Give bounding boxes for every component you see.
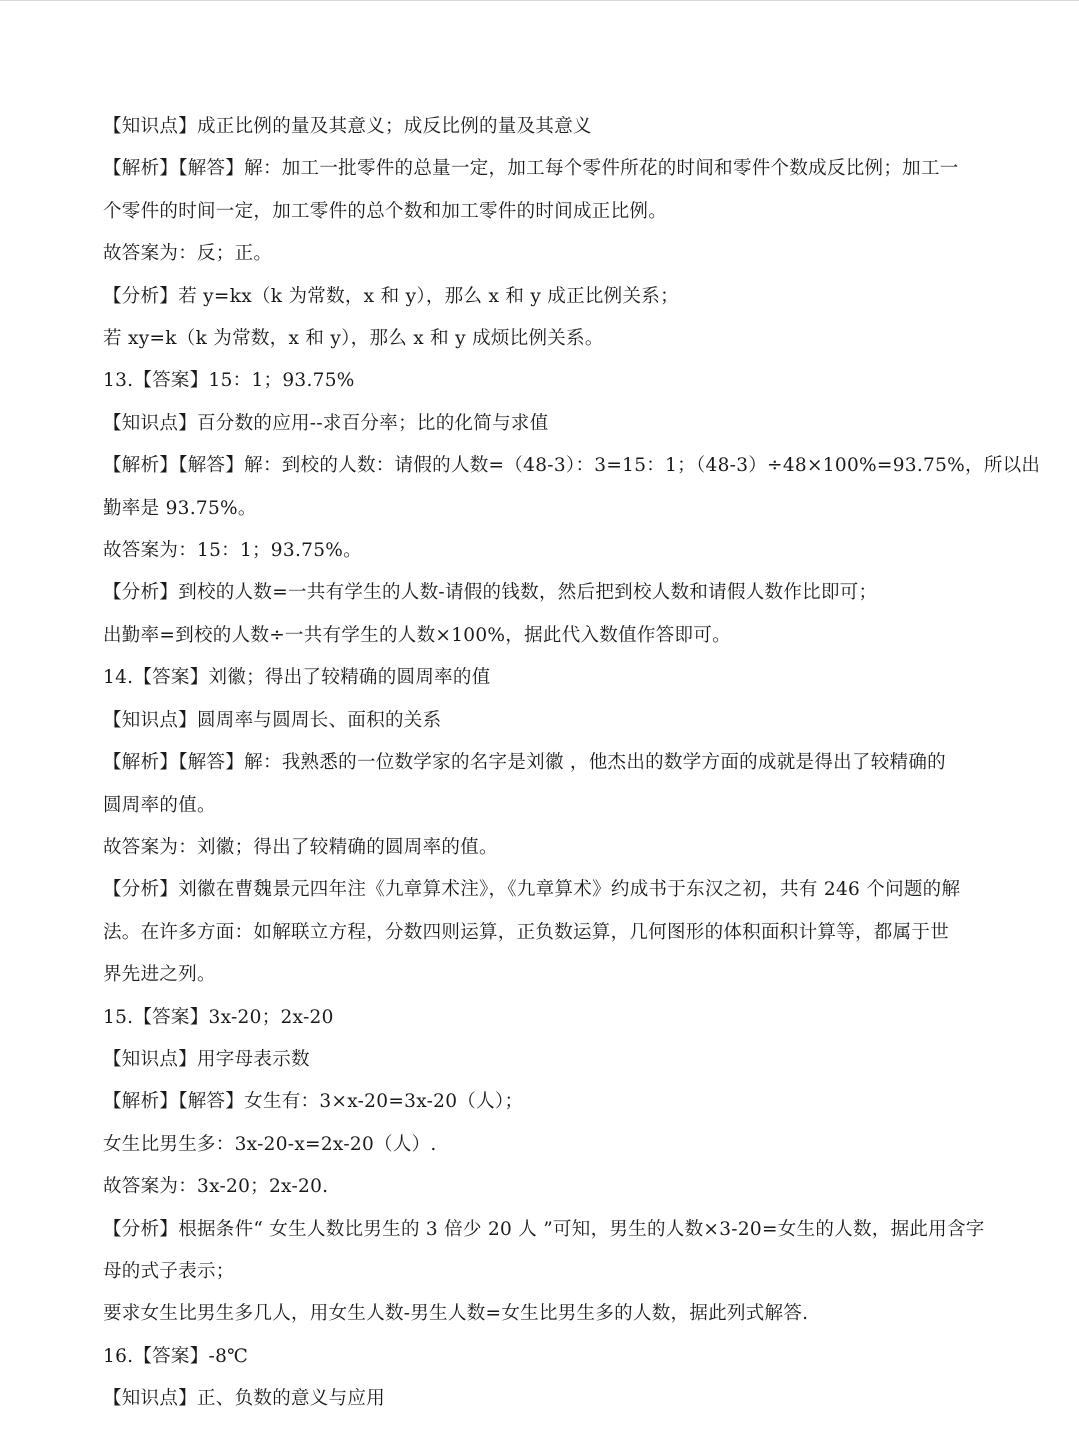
text-line: 【知识点】正、负数的意义与应用 [103,1388,386,1410]
text-line: 勤率是 93.75%。 [103,497,257,519]
text-line: 【分析】若 y=kx（k 为常数，x 和 y），那么 x 和 y 成正比例关系； [103,285,679,307]
text-line: 女生比男生多：3x-20-x=2x-20（人）. [103,1133,437,1155]
text-line: 【知识点】圆周率与圆周长、面积的关系 [103,709,442,731]
text-line: 若 xy=k（k 为常数，x 和 y），那么 x 和 y 成烦比例关系。 [103,328,604,350]
text-line: 【分析】根据条件“ 女生人数比男生的 3 倍少 20 人 ”可知，男生的人数×3-20=女生的人数，据此用含字 [103,1218,985,1240]
document-page [103,106,1041,1421]
text-line: 【解析】【解答】解：到校的人数：请假的人数=（48-3）：3=15：1；（48-3）÷48×100%=93.75%，所以出 [103,455,1041,477]
text-line: 故答案为：刘徽；得出了较精确的圆周率的值。 [103,836,498,858]
question-15-answer: 15.【答案】3x-20；2x-20 [103,1006,334,1028]
text-line: 【知识点】成正比例的量及其意义；成反比例的量及其意义 [103,116,592,137]
text-line: 【解析】【解答】解：我熟悉的一位数学家的名字是刘徽 ，他杰出的数学方面的成就是得出了较精确的 [103,752,946,774]
question-13-answer: 13.【答案】15：1；93.75% [103,370,355,392]
top-border [0,0,1079,1]
text-line: 【分析】刘徽在曹魏景元四年注《九章算术注》，《九章算术》约成书于东汉之初，共有 246 个问题的解 [103,879,961,901]
text-line: 【知识点】百分数的应用--求百分率；比的化简与求值 [103,412,549,434]
question-14-answer: 14.【答案】刘徽；得出了较精确的圆周率的值 [103,667,491,689]
text-line: 【解析】【解答】解：加工一批零件的总量一定，加工每个零件所花的时间和零件个数成反比例；加工一 [103,158,959,180]
text-line: 要求女生比男生多几人，用女生人数-男生人数=女生比男生多的人数，据此列式解答. [103,1303,809,1325]
text-line: 圆周率的值。 [103,794,216,816]
text-line: 故答案为：反；正。 [103,243,273,265]
text-line: 界先进之列。 [103,964,216,986]
text-line: 母的式子表示； [103,1260,235,1282]
text-line: 个零件的时间一定，加工零件的总个数和加工零件的时间成正比例。 [103,200,668,222]
text-line: 故答案为：3x-20；2x-20. [103,1176,329,1198]
text-line: 【知识点】用字母表示数 [103,1048,310,1070]
text-line: 法。在许多方面：如解联立方程，分数四则运算，正负数运算，几何图形的体积面积计算等，都属于世 [103,921,950,943]
text-line: 故答案为：15：1；93.75%。 [103,540,362,562]
text-line: 【分析】到校的人数=一共有学生的人数-请假的钱数，然后把到校人数和请假人数作比即可； [103,582,878,604]
text-line: 出勤率=到校的人数÷一共有学生的人数×100%，据此代入数值作答即可。 [103,624,731,646]
question-16-answer: 16.【答案】-8℃ [103,1345,249,1367]
text-line: 【解析】【解答】女生有：3×x-20=3x-20（人）； [103,1091,524,1113]
